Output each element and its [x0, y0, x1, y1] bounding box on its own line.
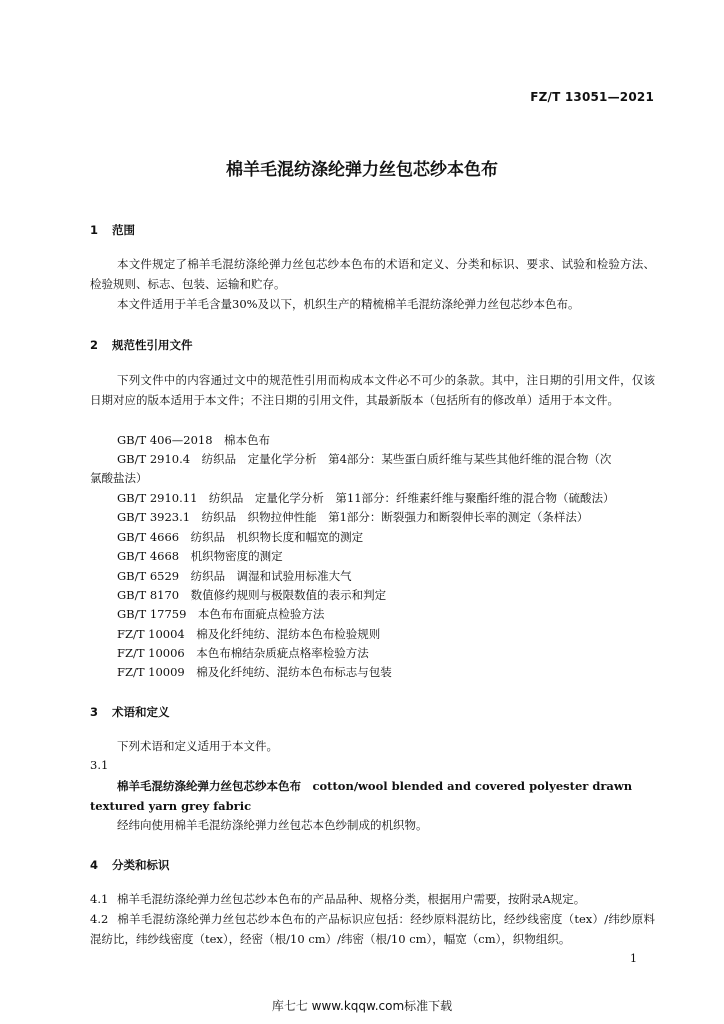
clause-4-2: [90, 909, 655, 949]
reference-item: GB/T 4666 纺织品 机织物长度和幅宽的测定: [117, 530, 364, 544]
clause-number: 4.1: [90, 892, 109, 906]
section-1-paragraph-1: 本文件规定了棉羊毛混纺涤纶弹力丝包芯纱本色布的术语和定义、分类和标识、要求、试验和检验方法、检验规则、标志、包装、运输和贮存。: [90, 257, 655, 291]
reference-item: GB/T 17759 本色布布面疵点检验方法: [117, 607, 325, 621]
reference-item: GB/T 8170 数值修约规则与极限数值的表示和判定: [117, 588, 387, 602]
reference-item: FZ/T 10009 棉及化纤纯纺、混纺本色布标志与包装: [117, 665, 392, 679]
clause-text: 棉羊毛混纺涤纶弹力丝包芯纱本色布的产品标识应包括：经纱原料混纺比，经纱线密度（tex）/纬纱原料混纺比，纬纱线密度（tex），经密（根/10 cm）/纬密（根/10 cm），幅宽（cm），织物组织。: [90, 912, 655, 946]
standard-number: FZ/T 13051—2021: [530, 90, 654, 104]
reference-item: FZ/T 10006 本色布棉结杂质疵点格率检验方法: [117, 646, 369, 660]
section-3-heading: [90, 704, 170, 720]
page-number: 1: [630, 952, 637, 965]
reference-item: GB/T 2910.4 纺织品 定量化学分析 第4部分：某些蛋白质纤维与某些其他纤维的混合物（次: [117, 452, 612, 466]
section-2-heading: [90, 337, 193, 353]
reference-item: FZ/T 10004 棉及化纤纯纺、混纺本色布检验规则: [117, 627, 381, 641]
section-3-intro: 下列术语和定义适用于本文件。: [117, 739, 278, 753]
reference-item: GB/T 4668 机织物密度的测定: [117, 549, 283, 563]
reference-item: GB/T 3923.1 纺织品 织物拉伸性能 第1部分：断裂强力和断裂伸长率的测定（条样法）: [117, 510, 589, 524]
term-entry: 棉羊毛混纺涤纶弹力丝包芯纱本色布 cotton/wool blended and covered polyester drawn textured yarn grey fabric: [90, 779, 633, 813]
section-title: 术语和定义: [112, 705, 170, 719]
reference-item: GB/T 6529 纺织品 调湿和试验用标准大气: [117, 569, 352, 583]
section-1-heading: [90, 222, 135, 238]
clause-text: 棉羊毛混纺涤纶弹力丝包芯纱本色布的产品品种、规格分类，根据用户需要，按附录A规定。: [117, 892, 586, 906]
reference-item: GB/T 2910.11 纺织品 定量化学分析 第11部分：纤维素纤维与聚酯纤维的混合物（硫酸法）: [117, 491, 615, 505]
section-title: 分类和标识: [112, 858, 170, 872]
clause-number: 3.1: [90, 758, 109, 772]
reference-item-continued: 氯酸盐法）: [90, 471, 148, 485]
section-number: 3: [90, 705, 99, 719]
section-number: 4: [90, 858, 99, 872]
clause-number: 4.2: [90, 912, 109, 926]
section-title: 范围: [112, 223, 135, 237]
section-2-intro: 下列文件中的内容通过文中的规范性引用而构成本文件必不可少的条款。其中，注日期的引用文件，仅该日期对应的版本适用于本文件；不注日期的引用文件，其最新版本（包括所有的修改单）适用于本文件。: [90, 373, 655, 407]
reference-item: GB/T 406—2018 棉本色布: [117, 433, 271, 447]
section-4-heading: [90, 857, 170, 873]
section-number: 1: [90, 223, 99, 237]
section-title: 规范性引用文件: [112, 338, 193, 352]
clause-4-1: [90, 891, 585, 907]
document-title: 棉羊毛混纺涤纶弹力丝包芯纱本色布: [226, 160, 498, 180]
footer-watermark: 库七七 www.kqqw.com标准下载: [271, 999, 453, 1013]
term-definition: 经纬向使用棉羊毛混纺涤纶弹力丝包芯本色纱制成的机织物。: [117, 818, 428, 832]
section-number: 2: [90, 338, 99, 352]
section-1-paragraph-2: 本文件适用于羊毛含量30%及以下，机织生产的精梳棉羊毛混纺涤纶弹力丝包芯纱本色布。: [117, 297, 580, 311]
